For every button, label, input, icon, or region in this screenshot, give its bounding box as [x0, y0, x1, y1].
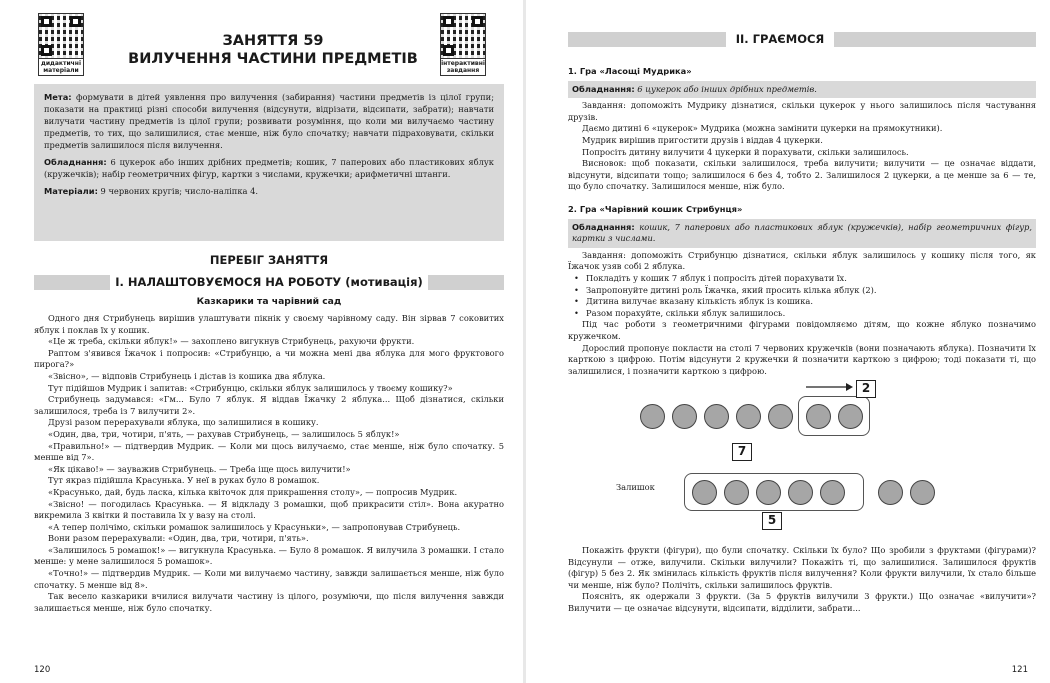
game1-paragraph: Завдання: допоможіть Мудрику дізнатися, скільки цукерок у нього залишилось після частування друзів. [568, 100, 1036, 122]
qr-code-interactive[interactable] [440, 13, 486, 76]
game1-paragraphs [568, 100, 1036, 193]
goal-text: формувати в дітей уявлення про вилучення (забирання) частини предметів із цілої групи; показати на практиці різні способи вилучення (відсунути, відрізати, відсипати, забрати); навчати вилучати частину предметів із цілої групи; розвивати розуміння, що коли ми вилучаємо частину предметів, то тих, що залишилися, стає менше, ніж було спочатку; навчати підраховувати, скільки предметів залишилося після вилучення. [44, 92, 494, 150]
lesson-title [108, 32, 438, 68]
circle-shape [672, 404, 697, 429]
game1-title: 1. Гра «Ласощі Мудрика» [568, 66, 692, 76]
left-page [0, 0, 524, 683]
game2-task: Завдання: допоможіть Стрибунцю дізнатися, скільки яблук залишилось у кошику після того, як Їжачок узяв собі 2 яблука. [568, 249, 1036, 272]
story-paragraph: «Точно!» — підтвердив Мудрик. — Коли ми вилучаємо частину, завжди залишається менше, ніж було спочатку. 5 менше від 8». [34, 568, 504, 590]
circle-shape [838, 404, 863, 429]
circle-shape [768, 404, 793, 429]
game1-paragraph: Висновок: щоб показати, скільки залишилося, треба вилучити; вилучити — це означає віддати, відсунути, відсипати тощо; залишилося 6 без 4, тобто 2. Залишилося 2 цукерки, а це менше за 6 — те, що було спочатку. Залишилося менше, ніж було. [568, 158, 1036, 192]
qr-code-icon [38, 13, 84, 59]
game1-paragraph: Мудрик вирішив пригостити друзів і віддав 4 цукерки. [582, 134, 823, 145]
story-paragraph: Тут якраз підійшла Красунька. У неї в руках було 8 ромашок. [48, 475, 320, 486]
story-paragraph: Друзі разом перерахували яблука, що залишилися в кошику. [48, 417, 319, 428]
closing-paragraph: Поясніть, як одержали 3 фрукти. (За 5 фруктів вилучили 3 фрукти.) Що означає «вилучити»? Вилучити — це означає відсунути, відсипати, відділити, забрати... [568, 591, 1036, 613]
story-text [34, 313, 504, 614]
remaining-number-card: 5 [762, 512, 782, 530]
game1-equipment [568, 81, 1036, 99]
story-paragraph: Тут підійшов Мудрик і запитав: «Стрибунцю, скільки яблук залишилось у твоєму кошику?» [48, 382, 453, 393]
circle-shape [724, 480, 749, 505]
remainder-label: Залишок [616, 482, 655, 492]
total-number-card: 7 [732, 443, 752, 461]
story-paragraph: «Красунько, дай, будь ласка, кілька квіточок для прикрашення столу», — попросив Мудрик. [48, 486, 458, 497]
circle-shape [788, 480, 813, 505]
equipment-label: Обладнання: [44, 157, 107, 167]
removed-number-card: 2 [856, 380, 876, 398]
story-paragraph: Раптом з'явився Їжачок і попросив: «Стрибунцю, а чи можна мені два яблука для мого фруктового пирога?» [34, 347, 504, 370]
circle-shape [736, 404, 761, 429]
circle-shape [756, 480, 781, 505]
goal-label: Мета: [44, 92, 72, 102]
goal-paragraph [44, 91, 494, 151]
closing-paragraphs [568, 545, 1036, 615]
equipment-label: Обладнання: [572, 221, 635, 232]
circle-shape [910, 480, 935, 505]
section1-title: I. НАЛАШТОВУЄМОСЯ НА РОБОТУ (мотивація) [110, 274, 428, 291]
story-paragraph: «Як цікаво!» — зауважив Стрибунець. — Треба іще щось вилучити!» [48, 463, 351, 474]
story-paragraph: «Звісно», — відповів Стрибунець і дістав із кошика два яблука. [48, 370, 326, 381]
lesson-number: ЗАНЯТТЯ 59 [222, 33, 324, 49]
right-page [526, 0, 1050, 683]
circle-shape [878, 480, 903, 505]
story-paragraph: «А тепер полічімо, скільки ромашок залишилось у Красуньки», — запропонував Стрибунець. [48, 521, 461, 532]
game1-paragraph: Даємо дитині 6 «цукерок» Мудрика (можна замінити цукерки на прямокутники). [582, 123, 943, 134]
qr-caption: інтерактивні завдання [441, 60, 485, 74]
game2-after [568, 319, 1036, 377]
game2-equipment [568, 219, 1036, 248]
arrow-right-icon [804, 381, 854, 393]
game2-bullet: • Запропонуйте дитині роль Їжачка, який просить кілька яблук (2). [586, 285, 1036, 297]
story-paragraph: «Правильно!» — підтвердив Мудрик. — Коли ми щось вилучаємо, стає менше, ніж було спочатку. 5 менше від 7». [34, 440, 504, 463]
materials-label: Матеріали: [44, 186, 98, 196]
materials-paragraph [44, 185, 494, 197]
qr-code-icon [440, 13, 486, 59]
qr-caption: дидактичні матеріали [38, 59, 84, 76]
circle-shape [820, 480, 845, 505]
page-number: 121 [1011, 665, 1028, 675]
course-heading: ПЕРЕБІГ ЗАНЯТТЯ [209, 253, 329, 267]
game2-bullet: • Разом порахуйте, скільки яблук залишилось. [586, 308, 1036, 320]
story-title: Казкарики та чарівний сад [196, 296, 342, 307]
section2-title: II. ГРАЄМОСЯ [726, 31, 834, 48]
game2-bullets [568, 273, 1036, 319]
qr-code-didactic[interactable] [38, 13, 84, 76]
circle-shape [640, 404, 665, 429]
game2-bullet: • Дитина вилучає вказану кількість яблук із кошика. [586, 296, 1036, 308]
equipment-text: 6 цукерок або інших дрібних предметів; кошик, 7 паперових або пластикових яблук (кружечків); набір геометричних фігур, картки з числами, кружечки; арифметичні штанги. [44, 157, 494, 179]
circle-shape [806, 404, 831, 429]
equipment-paragraph [44, 156, 494, 180]
lesson-goals-box [34, 84, 504, 241]
circle-shape [692, 480, 717, 505]
game1-paragraph: Попросіть дитину вилучити 4 цукерки й порахувати, скільки залишилось. [582, 146, 909, 157]
game2-paragraph: Дорослий пропонує покласти на столі 7 червоних кружечків (вони позначають яблука). Позначити їх карткою з цифрою. Потім відсунути 2 кружечки й позначити карткою з цифрою; тоді показати ті, що залишилися, і позначити карткою з цифрою. [568, 342, 1036, 376]
story-paragraph: «Звісно! — погодилась Красунька. — Я відкладу 3 ромашки, щоб прикрасити стіл». Вона акуратно викремила 3 квітки й поставила їх у вазу на столі. [34, 498, 504, 521]
story-paragraph: Вони разом перерахували: «Один, два, три, чотири, п'ять». [48, 533, 309, 544]
story-paragraph: «Це ж треба, скільки яблук!» — захоплено вигукнув Стрибунець, рахуючи фрукти. [48, 336, 415, 347]
game2-block [568, 204, 1036, 377]
game2-bullet: • Покладіть у кошик 7 яблук і попросіть дітей порахувати їх. [586, 273, 1036, 285]
lesson-topic: ВИЛУЧЕННЯ ЧАСТИНИ ПРЕДМЕТІВ [128, 51, 418, 67]
story-paragraph: Стрибунець задумався: «Гм... Було 7 яблук. Я віддав Їжачку 2 яблука... Щоб дізнатися, скільки залишилося, треба із 7 вилучити 2». [34, 394, 504, 416]
story-paragraph: «Залишилось 5 ромашок!» — вигукнула Красунька. — Було 8 ромашок. Я вилучила 3 ромашки. І стало менше: у мене залишилося 5 ромашок». [34, 544, 504, 567]
materials-text: 9 червоних кругів; число-наліпка 4. [97, 186, 259, 196]
equipment-text: 6 цукерок або інших дрібних предметів. [634, 83, 817, 94]
page-number: 120 [34, 665, 51, 675]
game2-paragraph: Під час роботи з геометричними фігурами повідомляємо дітям, що кожне яблуко позначимо кружечком. [568, 319, 1036, 341]
equipment-label: Обладнання: [572, 83, 635, 94]
game1-block [568, 66, 1036, 193]
game2-title: 2. Гра «Чарівний кошик Стрибунця» [568, 204, 743, 214]
circle-shape [704, 404, 729, 429]
story-paragraph: «Один, два, три, чотири, п'ять, — рахував Стрибунець, — залишилось 5 яблук!» [48, 428, 400, 439]
closing-paragraph: Покажіть фрукти (фігури), що були спочатку. Скільки їх було? Що зробили з фруктами (фігурами)? Відсунули — отже, вилучили. Скільки вилучили? Покажіть ті, що залишилися. Залишилося фруктів (фігур) 5 без 2. Як змінилась кількість фруктів після вилучення? Коли фрукти вилучили, їх стало більше чи менше, ніж було? Полічіть, скільки залишилось фруктів. [568, 545, 1036, 590]
equipment-text: кошик, 7 паперових або пластикових яблук (кружечків), набір геометричних фігур, картки з числами. [572, 221, 1032, 244]
story-paragraph: Так весело казкарики вчилися вилучати частину із цілого, розуміючи, що після вилучення завжди залишається менше, ніж було спочатку. [34, 591, 504, 613]
story-paragraph: Одного дня Стрибунець вирішив улаштувати пікнік у своєму чарівному саду. Він зірвав 7 соковитих яблук і поклав їх у кошик. [34, 313, 504, 335]
subtraction-figure [616, 380, 946, 530]
